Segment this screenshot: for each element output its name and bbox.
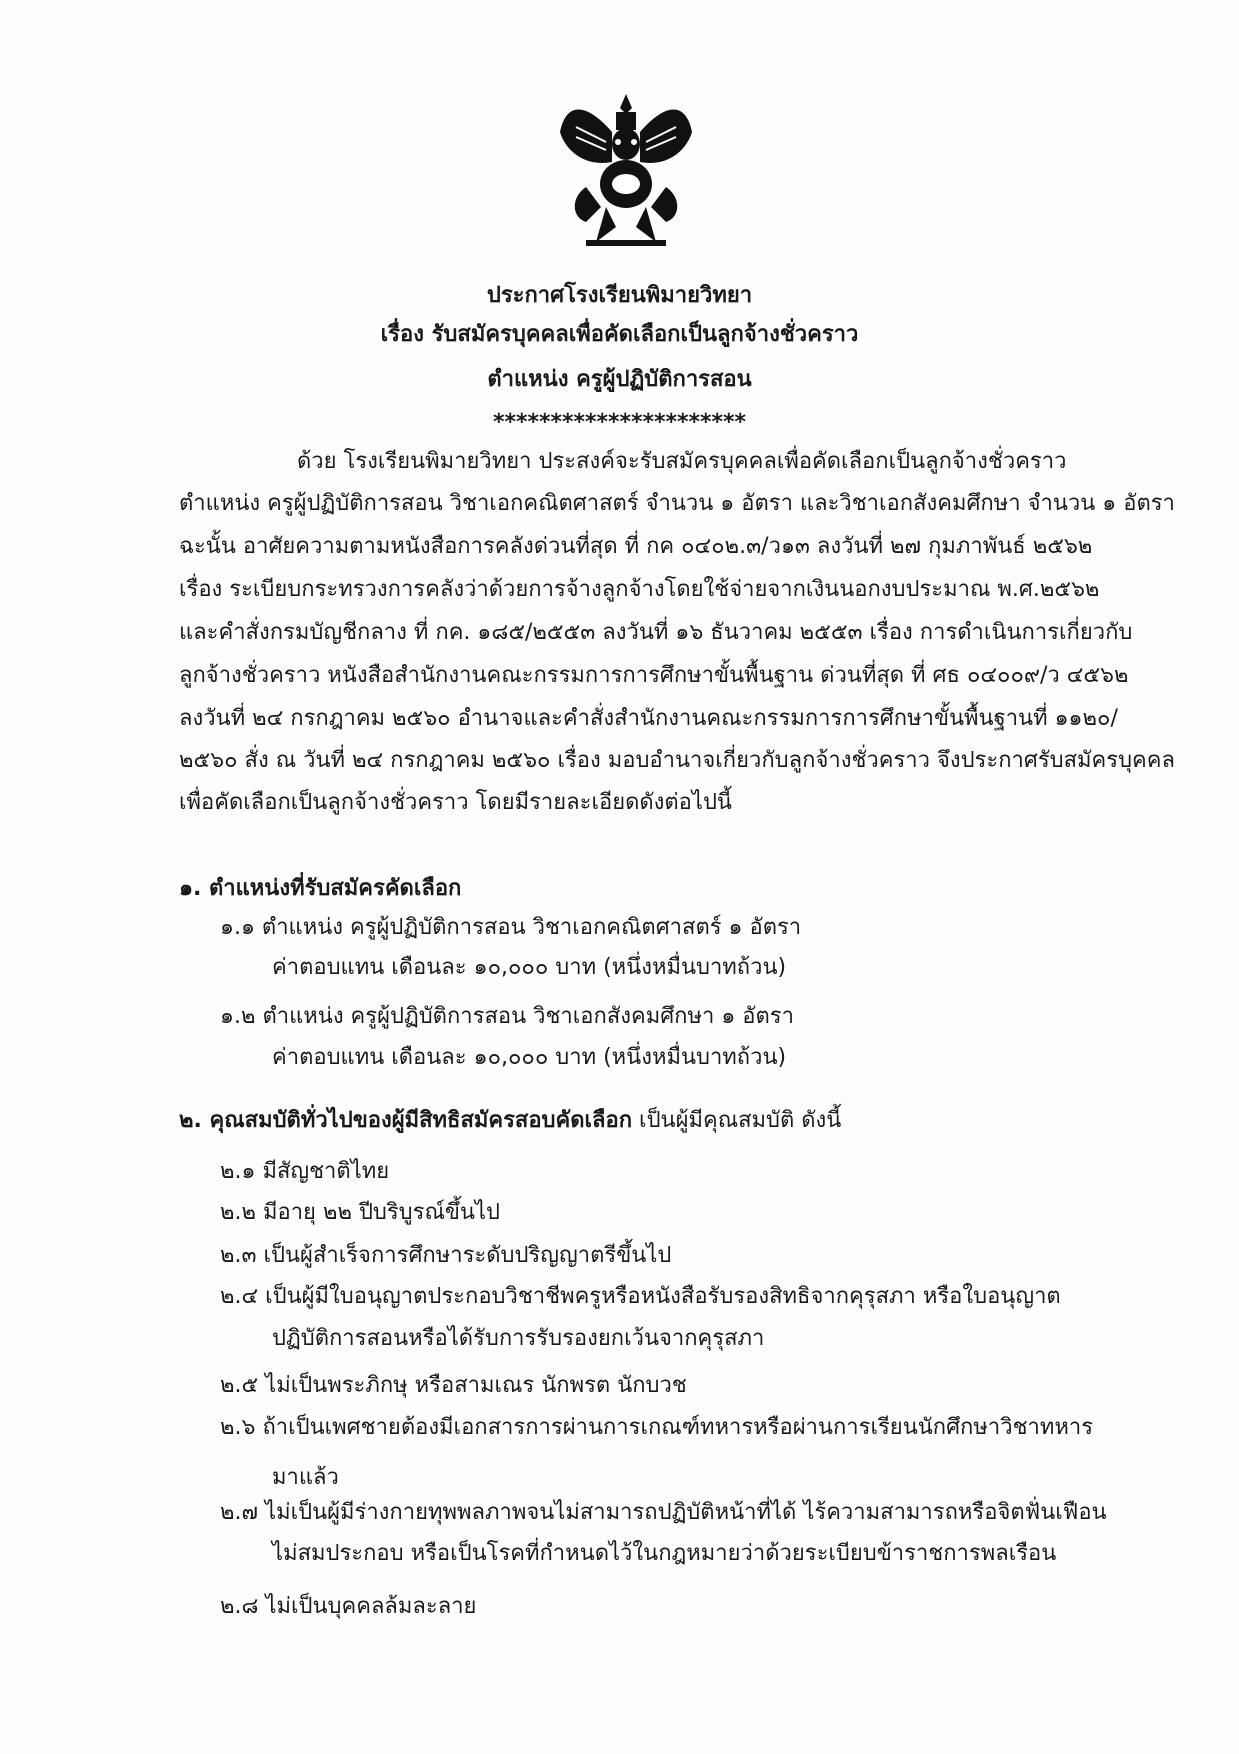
section2-item: ๒.๓ เป็นผู้สำเร็จการศึกษาระดับปริญญาตรีขึ้นไป: [220, 1243, 672, 1268]
section1-heading: ๑. ตำแหน่งที่รับสมัครคัดเลือก: [179, 876, 462, 901]
section2-item-cont: ไม่สมประกอบ หรือเป็นโรคที่กำหนดไว้ในกฎหมายว่าด้วยระเบียบข้าราชการพลเรือน: [272, 1541, 1057, 1566]
announcement-subject: เรื่อง รับสมัครบุคคลเพื่อคัดเลือกเป็นลูกจ้างชั่วคราว: [380, 322, 859, 347]
title-separator: **********************: [492, 410, 747, 435]
section2-heading-line: [179, 1106, 841, 1136]
section2-item: ๒.๘ ไม่เป็นบุคคลล้มละลาย: [220, 1594, 477, 1619]
section2-item: ๒.๕ ไม่เป็นพระภิกษุ หรือสามเณร นักพรต นักบวช: [220, 1373, 687, 1398]
section1-item: ๑.๒ ตำแหน่ง ครูผู้ปฏิบัติการสอน วิชาเอกสังคมศึกษา ๑ อัตรา: [220, 1004, 794, 1029]
section2-item: ๒.๖ ถ้าเป็นเพศชายต้องมีเอกสารการผ่านการเกณฑ์ทหารหรือผ่านการเรียนนักศึกษาวิชาทหาร: [220, 1415, 1094, 1440]
body-line: เพื่อคัดเลือกเป็นลูกจ้างชั่วคราว โดยมีรายละเอียดดังต่อไปนี้: [179, 790, 732, 815]
body-line: และคำสั่งกรมบัญชีกลาง ที่ กค. ๑๘๕/๒๕๕๓ ลงวันที่ ๑๖ ธันวาคม ๒๕๕๓ เรื่อง การดำเนินการเกี่ยวกับ: [179, 620, 1133, 645]
section2-heading: ๒. คุณสมบัติทั่วไปของผู้มีสิทธิสมัครสอบคัดเลือก: [179, 1108, 633, 1133]
body-line: ฉะนั้น อาศัยความตามหนังสือการคลังด่วนที่สุด ที่ กค ๐๔๐๒.๓/ว๑๓ ลงวันที่ ๒๗ กุมภาพันธ์ ๒๕๖๒: [179, 534, 1093, 559]
section1-item-pay: ค่าตอบแทน เดือนละ ๑๐,๐๐๐ บาท (หนึ่งหมื่นบาทถ้วน): [272, 955, 787, 980]
section2-item-cont: ปฏิบัติการสอนหรือได้รับการรับรองยกเว้นจากคุรุสภา: [272, 1326, 765, 1351]
section1-item-pay: ค่าตอบแทน เดือนละ ๑๐,๐๐๐ บาท (หนึ่งหมื่นบาทถ้วน): [272, 1045, 787, 1070]
section2-heading-suffix: เป็นผู้มีคุณสมบัติ ดังนี้: [632, 1108, 842, 1133]
body-line: ๒๕๖๐ สั่ง ณ วันที่ ๒๔ กรกฎาคม ๒๕๖๐ เรื่อง มอบอำนาจเกี่ยวกับลูกจ้างชั่วคราว จึงประกาศรับสมัครบุคคล: [179, 748, 1175, 773]
announcement-position: ตำแหน่ง ครูผู้ปฏิบัติการสอน: [487, 367, 752, 392]
section2-item: ๒.๑ มีสัญชาติไทย: [220, 1159, 390, 1184]
section2-item-cont: มาแล้ว: [272, 1465, 339, 1490]
body-line: ด้วย โรงเรียนพิมายวิทยา ประสงค์จะรับสมัครบุคคลเพื่อคัดเลือกเป็นลูกจ้างชั่วคราว: [297, 449, 1067, 474]
body-line: เรื่อง ระเบียบกระทรวงการคลังว่าด้วยการจ้างลูกจ้างโดยใช้จ่ายจากเงินนอกงบประมาณ พ.ศ.๒๕๖๒: [179, 577, 1100, 602]
section1-item: ๑.๑ ตำแหน่ง ครูผู้ปฏิบัติการสอน วิชาเอกคณิตศาสตร์ ๑ อัตรา: [220, 915, 802, 940]
announcement-title: ประกาศโรงเรียนพิมายวิทยา: [486, 283, 753, 308]
section2-item: ๒.๔ เป็นผู้มีใบอนุญาตประกอบวิชาชีพครูหรือหนังสือรับรองสิทธิจากคุรุสภา หรือใบอนุญาต: [220, 1284, 1061, 1309]
body-line: ลงวันที่ ๒๔ กรกฎาคม ๒๕๖๐ อำนาจและคำสั่งสำนักงานคณะกรรมการการศึกษาขั้นพื้นฐานที่ ๑๑๒๐/: [179, 706, 1118, 731]
section2-item: ๒.๗ ไม่เป็นผู้มีร่างกายทุพพลภาพจนไม่สามารถปฏิบัติหน้าที่ได้ ไร้ความสามารถหรือจิตฟั่นเฟือน: [220, 1500, 1107, 1525]
section2-item: ๒.๒ มีอายุ ๒๒ ปีบริบูรณ์ขึ้นไป: [220, 1200, 500, 1225]
body-line: ตำแหน่ง ครูผู้ปฏิบัติการสอน วิชาเอกคณิตศาสตร์ จำนวน ๑ อัตรา และวิชาเอกสังคมศึกษา จำนวน ๑ อัตรา: [179, 491, 1175, 516]
body-line: ลูกจ้างชั่วคราว หนังสือสำนักงานคณะกรรมการการศึกษาขั้นพื้นฐาน ด่วนที่สุด ที่ ศธ ๐๔๐๐๙/ว ๔๕๖๒: [179, 663, 1129, 688]
garuda-emblem-icon: [556, 92, 696, 257]
